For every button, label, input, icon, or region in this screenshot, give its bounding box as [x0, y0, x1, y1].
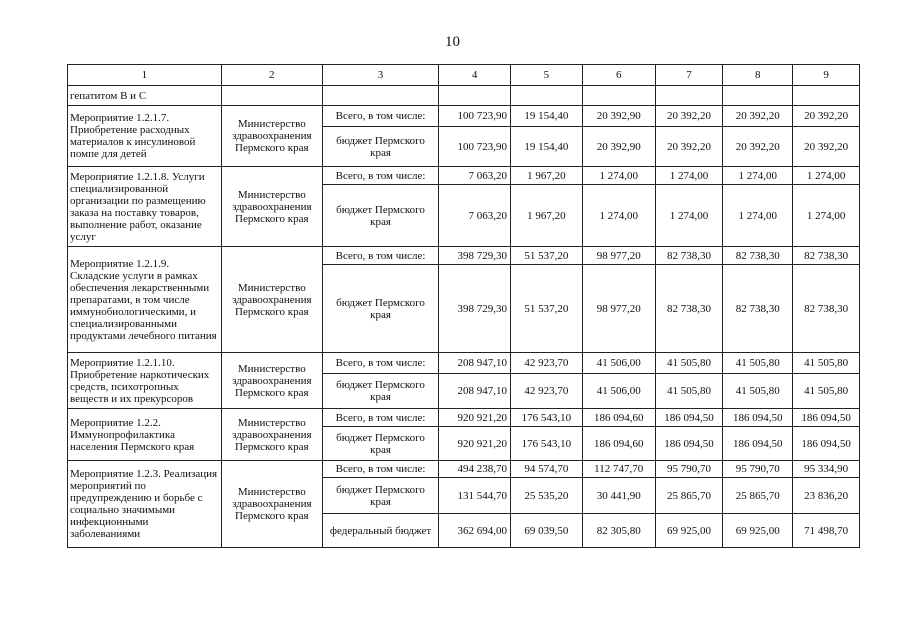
value-cell: 41 505,80	[655, 353, 723, 374]
value-cell: 186 094,50	[793, 409, 860, 427]
funding-source: Всего, в том числе:	[322, 353, 438, 374]
value-cell: 20 392,20	[655, 127, 723, 167]
value-cell: 176 543,10	[511, 427, 583, 461]
value-cell: 186 094,50	[793, 427, 860, 461]
executor: Министерство здравоохранения Пермского края	[221, 106, 322, 167]
value-cell: 41 505,80	[655, 374, 723, 409]
column-header: 2	[221, 65, 322, 86]
table-row	[68, 461, 860, 478]
value-cell: 41 505,80	[793, 374, 860, 409]
column-header: 9	[793, 65, 860, 86]
value-cell: 208 947,10	[439, 374, 511, 409]
value-cell: 41 505,80	[723, 374, 793, 409]
value-cell: 95 334,90	[793, 461, 860, 478]
value-cell: 41 506,00	[582, 353, 655, 374]
value-cell: 1 274,00	[793, 185, 860, 247]
value-cell: 186 094,60	[582, 427, 655, 461]
funding-source: Всего, в том числе:	[322, 247, 438, 265]
value-cell: 7 063,20	[439, 167, 511, 185]
event-name: Мероприятие 1.2.2. Иммунопрофилактика населения Пермского края	[68, 409, 222, 461]
column-header: 1	[68, 65, 222, 86]
value-cell: 20 392,20	[793, 127, 860, 167]
value-cell: 82 738,30	[655, 247, 723, 265]
funding-source: федеральный бюджет	[322, 514, 438, 548]
table-row	[68, 247, 860, 265]
value-cell: 42 923,70	[511, 353, 583, 374]
event-name: Мероприятие 1.2.1.7. Приобретение расходных материалов к инсулиновой помпе для детей	[68, 106, 222, 167]
event-name: Мероприятие 1.2.3. Реализация мероприятий по предупреждению и борьбе с социально значимыми инфекционными заболеваниями	[68, 461, 222, 548]
value-cell: 186 094,50	[655, 409, 723, 427]
value-cell: 20 392,20	[793, 106, 860, 127]
funding-source: Всего, в том числе:	[322, 106, 438, 127]
continuation-row	[68, 86, 860, 106]
value-cell: 920 921,20	[439, 409, 511, 427]
executor: Министерство здравоохранения Пермского края	[221, 247, 322, 353]
value-cell: 100 723,90	[439, 127, 511, 167]
value-cell: 82 738,30	[793, 265, 860, 353]
value-cell: 20 392,90	[582, 106, 655, 127]
funding-source: бюджет Пермского края	[322, 374, 438, 409]
value-cell: 82 738,30	[793, 247, 860, 265]
value-cell: 41 505,80	[723, 353, 793, 374]
funding-source: бюджет Пермского края	[322, 127, 438, 167]
funding-source: бюджет Пермского края	[322, 427, 438, 461]
executor: Министерство здравоохранения Пермского края	[221, 353, 322, 409]
value-cell: 42 923,70	[511, 374, 583, 409]
funding-source: бюджет Пермского края	[322, 265, 438, 353]
value-cell: 186 094,60	[582, 409, 655, 427]
value-cell: 82 738,30	[723, 265, 793, 353]
value-cell: 19 154,40	[511, 106, 583, 127]
value-cell: 176 543,10	[511, 409, 583, 427]
value-cell: 19 154,40	[511, 127, 583, 167]
value-cell: 112 747,70	[582, 461, 655, 478]
event-name: Мероприятие 1.2.1.9. Складские услуги в рамках обеспечения лекарственными препаратами, в том числе иммунобиологическими, и специализированными продуктами лечебного питания	[68, 247, 222, 353]
table-row	[68, 409, 860, 427]
funding-source: бюджет Пермского края	[322, 478, 438, 514]
column-header: 5	[511, 65, 583, 86]
value-cell: 131 544,70	[439, 478, 511, 514]
value-cell: 1 274,00	[582, 167, 655, 185]
funding-source: Всего, в том числе:	[322, 167, 438, 185]
value-cell: 25 865,70	[655, 478, 723, 514]
value-cell: 41 506,00	[582, 374, 655, 409]
executor: Министерство здравоохранения Пермского края	[221, 409, 322, 461]
value-cell: 20 392,20	[723, 127, 793, 167]
executor: Министерство здравоохранения Пермского края	[221, 461, 322, 548]
value-cell: 1 274,00	[655, 167, 723, 185]
header-row	[68, 65, 860, 86]
table-row	[68, 167, 860, 185]
value-cell: 30 441,90	[582, 478, 655, 514]
value-cell: 94 574,70	[511, 461, 583, 478]
budget-table	[67, 64, 860, 548]
value-cell: 25 535,20	[511, 478, 583, 514]
funding-source: Всего, в том числе:	[322, 461, 438, 478]
column-header: 3	[322, 65, 438, 86]
value-cell: 41 505,80	[793, 353, 860, 374]
value-cell: 920 921,20	[439, 427, 511, 461]
value-cell: 98 977,20	[582, 265, 655, 353]
page-number: 10	[445, 34, 460, 50]
column-header: 4	[439, 65, 511, 86]
value-cell: 398 729,30	[439, 247, 511, 265]
column-header: 8	[723, 65, 793, 86]
continuation-text: гепатитом В и С	[68, 86, 222, 106]
value-cell: 186 094,50	[723, 427, 793, 461]
funding-source: бюджет Пермского края	[322, 185, 438, 247]
value-cell: 494 238,70	[439, 461, 511, 478]
value-cell: 71 498,70	[793, 514, 860, 548]
column-header: 6	[582, 65, 655, 86]
value-cell: 7 063,20	[439, 185, 511, 247]
value-cell: 20 392,20	[655, 106, 723, 127]
value-cell: 95 790,70	[655, 461, 723, 478]
value-cell: 1 274,00	[793, 167, 860, 185]
value-cell: 20 392,90	[582, 127, 655, 167]
value-cell: 82 738,30	[655, 265, 723, 353]
value-cell: 82 305,80	[582, 514, 655, 548]
value-cell: 186 094,50	[655, 427, 723, 461]
value-cell: 95 790,70	[723, 461, 793, 478]
value-cell: 98 977,20	[582, 247, 655, 265]
table-row	[68, 353, 860, 374]
value-cell: 1 274,00	[582, 185, 655, 247]
value-cell: 69 039,50	[511, 514, 583, 548]
value-cell: 23 836,20	[793, 478, 860, 514]
value-cell: 1 967,20	[511, 185, 583, 247]
value-cell: 25 865,70	[723, 478, 793, 514]
value-cell: 69 925,00	[655, 514, 723, 548]
value-cell: 82 738,30	[723, 247, 793, 265]
value-cell: 186 094,50	[723, 409, 793, 427]
value-cell: 1 967,20	[511, 167, 583, 185]
value-cell: 1 274,00	[655, 185, 723, 247]
value-cell: 362 694,00	[439, 514, 511, 548]
value-cell: 51 537,20	[511, 265, 583, 353]
event-name: Мероприятие 1.2.1.10. Приобретение наркотических средств, психотропных веществ и их прекурсоров	[68, 353, 222, 409]
value-cell: 208 947,10	[439, 353, 511, 374]
value-cell: 1 274,00	[723, 167, 793, 185]
value-cell: 69 925,00	[723, 514, 793, 548]
funding-source: Всего, в том числе:	[322, 409, 438, 427]
value-cell: 398 729,30	[439, 265, 511, 353]
value-cell: 1 274,00	[723, 185, 793, 247]
value-cell: 20 392,20	[723, 106, 793, 127]
value-cell: 100 723,90	[439, 106, 511, 127]
table-row	[68, 106, 860, 127]
column-header: 7	[655, 65, 723, 86]
event-name: Мероприятие 1.2.1.8. Услуги специализированной организации по размещению заказа на поставку товаров, выполнение работ, оказание услуг	[68, 167, 222, 247]
value-cell: 51 537,20	[511, 247, 583, 265]
executor: Министерство здравоохранения Пермского края	[221, 167, 322, 247]
